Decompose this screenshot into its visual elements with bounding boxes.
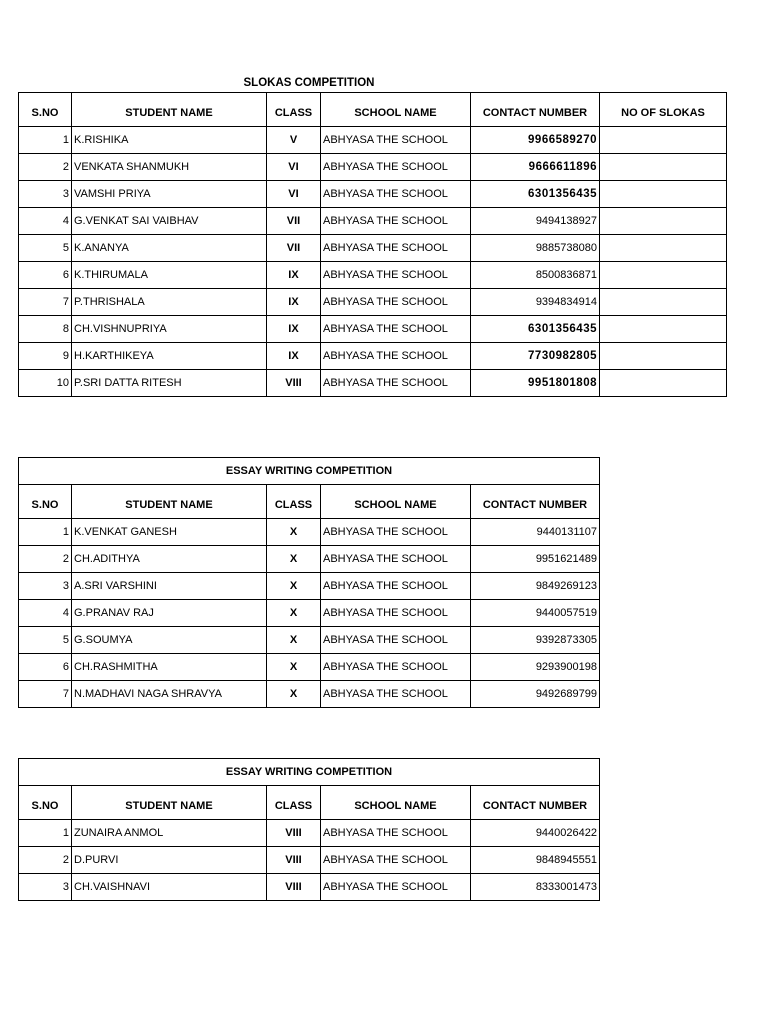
essay-writing-competition-table-2 (18, 758, 600, 901)
student-name-cell: K.RISHIKA (72, 127, 267, 154)
table-row (19, 262, 727, 289)
class-cell: VII (267, 208, 321, 235)
student-name-cell: P.THRISHALA (72, 289, 267, 316)
contact-number-cell: 9849269123 (471, 573, 600, 600)
school-name-cell: ABHYASA THE SCHOOL (321, 573, 471, 600)
class-cell: X (267, 627, 321, 654)
school-name-cell: ABHYASA THE SCHOOL (321, 208, 471, 235)
student-name-cell: CH.VAISHNAVI (72, 874, 267, 901)
contact-number-cell: 9440057519 (471, 600, 600, 627)
row-sno: 9 (19, 343, 72, 370)
table-row (19, 874, 600, 901)
row-sno: 5 (19, 627, 72, 654)
row-sno: 2 (19, 154, 72, 181)
contact-number-cell: 9293900198 (471, 654, 600, 681)
student-name-cell: CH.VISHNUPRIYA (72, 316, 267, 343)
no-of-slokas-cell (600, 262, 727, 289)
school-name-cell: ABHYASA THE SCHOOL (321, 316, 471, 343)
no-of-slokas-cell (600, 181, 727, 208)
no-of-slokas-cell (600, 235, 727, 262)
table-title-row (19, 759, 600, 786)
student-name-cell: G.VENKAT SAI VAIBHAV (72, 208, 267, 235)
class-cell: IX (267, 289, 321, 316)
class-cell: V (267, 127, 321, 154)
class-cell: X (267, 519, 321, 546)
no-of-slokas-cell (600, 127, 727, 154)
row-sno: 3 (19, 181, 72, 208)
header-school-name: SCHOOL NAME (321, 93, 471, 127)
student-name-cell: G.PRANAV RAJ (72, 600, 267, 627)
class-cell: IX (267, 316, 321, 343)
no-of-slokas-cell (600, 343, 727, 370)
no-of-slokas-cell (600, 316, 727, 343)
row-sno: 7 (19, 289, 72, 316)
contact-number-cell: 9951801808 (471, 370, 600, 397)
student-name-cell: G.SOUMYA (72, 627, 267, 654)
header-school-name: SCHOOL NAME (321, 786, 471, 820)
school-name-cell: ABHYASA THE SCHOOL (321, 181, 471, 208)
essay-competition-title: ESSAY WRITING COMPETITION (19, 458, 600, 485)
table-row (19, 181, 727, 208)
student-name-cell: VENKATA SHANMUKH (72, 154, 267, 181)
student-name-cell: CH.RASHMITHA (72, 654, 267, 681)
school-name-cell: ABHYASA THE SCHOOL (321, 847, 471, 874)
table-row (19, 154, 727, 181)
header-contact-number: CONTACT NUMBER (471, 93, 600, 127)
school-name-cell: ABHYASA THE SCHOOL (321, 127, 471, 154)
row-sno: 3 (19, 573, 72, 600)
row-sno: 6 (19, 654, 72, 681)
table-row (19, 343, 727, 370)
table-row (19, 820, 600, 847)
no-of-slokas-cell (600, 370, 727, 397)
contact-number-cell: 9392873305 (471, 627, 600, 654)
no-of-slokas-cell (600, 154, 727, 181)
school-name-cell: ABHYASA THE SCHOOL (321, 600, 471, 627)
table-row (19, 847, 600, 874)
row-sno: 2 (19, 546, 72, 573)
student-name-cell: N.MADHAVI NAGA SHRAVYA (72, 681, 267, 708)
no-of-slokas-cell (600, 289, 727, 316)
header-student-name: STUDENT NAME (72, 485, 267, 519)
school-name-cell: ABHYASA THE SCHOOL (321, 874, 471, 901)
header-sno: S.NO (19, 786, 72, 820)
table-row (19, 289, 727, 316)
contact-number-cell: 6301356435 (471, 181, 600, 208)
contact-number-cell: 9492689799 (471, 681, 600, 708)
class-cell: X (267, 546, 321, 573)
school-name-cell: ABHYASA THE SCHOOL (321, 820, 471, 847)
school-name-cell: ABHYASA THE SCHOOL (321, 681, 471, 708)
table-row (19, 370, 727, 397)
student-name-cell: A.SRI VARSHINI (72, 573, 267, 600)
table-header-row (19, 786, 600, 820)
row-sno: 1 (19, 127, 72, 154)
row-sno: 7 (19, 681, 72, 708)
header-sno: S.NO (19, 485, 72, 519)
row-sno: 5 (19, 235, 72, 262)
row-sno: 1 (19, 519, 72, 546)
school-name-cell: ABHYASA THE SCHOOL (321, 546, 471, 573)
row-sno: 4 (19, 208, 72, 235)
contact-number-cell: 9440131107 (471, 519, 600, 546)
school-name-cell: ABHYASA THE SCHOOL (321, 370, 471, 397)
school-name-cell: ABHYASA THE SCHOOL (321, 289, 471, 316)
school-name-cell: ABHYASA THE SCHOOL (321, 627, 471, 654)
contact-number-cell: 9966589270 (471, 127, 600, 154)
student-name-cell: P.SRI DATTA RITESH (72, 370, 267, 397)
row-sno: 6 (19, 262, 72, 289)
contact-number-cell: 9440026422 (471, 820, 600, 847)
class-cell: IX (267, 343, 321, 370)
row-sno: 8 (19, 316, 72, 343)
contact-number-cell: 9394834914 (471, 289, 600, 316)
contact-number-cell: 8500836871 (471, 262, 600, 289)
table-row (19, 627, 600, 654)
contact-number-cell: 9848945551 (471, 847, 600, 874)
class-cell: VII (267, 235, 321, 262)
class-cell: X (267, 681, 321, 708)
contact-number-cell: 9951621489 (471, 546, 600, 573)
student-name-cell: K.VENKAT GANESH (72, 519, 267, 546)
essay-competition-title: ESSAY WRITING COMPETITION (19, 759, 600, 786)
class-cell: VIII (267, 874, 321, 901)
table-row (19, 316, 727, 343)
student-name-cell: K.ANANYA (72, 235, 267, 262)
school-name-cell: ABHYASA THE SCHOOL (321, 654, 471, 681)
student-name-cell: CH.ADITHYA (72, 546, 267, 573)
school-name-cell: ABHYASA THE SCHOOL (321, 262, 471, 289)
class-cell: VIII (267, 370, 321, 397)
school-name-cell: ABHYASA THE SCHOOL (321, 154, 471, 181)
table-row (19, 546, 600, 573)
essay-writing-competition-table-1 (18, 457, 600, 708)
class-cell: VIII (267, 847, 321, 874)
header-class: CLASS (267, 485, 321, 519)
header-school-name: SCHOOL NAME (321, 485, 471, 519)
row-sno: 4 (19, 600, 72, 627)
student-name-cell: ZUNAIRA ANMOL (72, 820, 267, 847)
student-name-cell: VAMSHI PRIYA (72, 181, 267, 208)
table-row (19, 654, 600, 681)
table-header-row (19, 485, 600, 519)
table-row (19, 600, 600, 627)
student-name-cell: H.KARTHIKEYA (72, 343, 267, 370)
table-header-row (19, 93, 727, 127)
class-cell: VI (267, 181, 321, 208)
table-row (19, 573, 600, 600)
student-name-cell: K.THIRUMALA (72, 262, 267, 289)
table-row (19, 681, 600, 708)
table-row (19, 235, 727, 262)
school-name-cell: ABHYASA THE SCHOOL (321, 343, 471, 370)
contact-number-cell: 9885738080 (471, 235, 600, 262)
header-student-name: STUDENT NAME (72, 93, 267, 127)
header-class: CLASS (267, 786, 321, 820)
student-name-cell: D.PURVI (72, 847, 267, 874)
contact-number-cell: 8333001473 (471, 874, 600, 901)
slokas-competition-title: SLOKAS COMPETITION (243, 77, 375, 89)
table-row (19, 208, 727, 235)
header-contact-number: CONTACT NUMBER (471, 485, 600, 519)
table-title-row (19, 458, 600, 485)
table-row (19, 519, 600, 546)
row-sno: 1 (19, 820, 72, 847)
slokas-competition-table (18, 92, 727, 397)
header-no-of-slokas: NO OF SLOKAS (600, 93, 727, 127)
school-name-cell: ABHYASA THE SCHOOL (321, 519, 471, 546)
class-cell: X (267, 654, 321, 681)
school-name-cell: ABHYASA THE SCHOOL (321, 235, 471, 262)
class-cell: X (267, 600, 321, 627)
header-class: CLASS (267, 93, 321, 127)
class-cell: IX (267, 262, 321, 289)
row-sno: 3 (19, 874, 72, 901)
class-cell: VI (267, 154, 321, 181)
contact-number-cell: 9494138927 (471, 208, 600, 235)
header-student-name: STUDENT NAME (72, 786, 267, 820)
table-row (19, 127, 727, 154)
no-of-slokas-cell (600, 208, 727, 235)
class-cell: X (267, 573, 321, 600)
header-sno: S.NO (19, 93, 72, 127)
header-contact-number: CONTACT NUMBER (471, 786, 600, 820)
row-sno: 2 (19, 847, 72, 874)
contact-number-cell: 6301356435 (471, 316, 600, 343)
contact-number-cell: 7730982805 (471, 343, 600, 370)
row-sno: 10 (19, 370, 72, 397)
contact-number-cell: 9666611896 (471, 154, 600, 181)
class-cell: VIII (267, 820, 321, 847)
